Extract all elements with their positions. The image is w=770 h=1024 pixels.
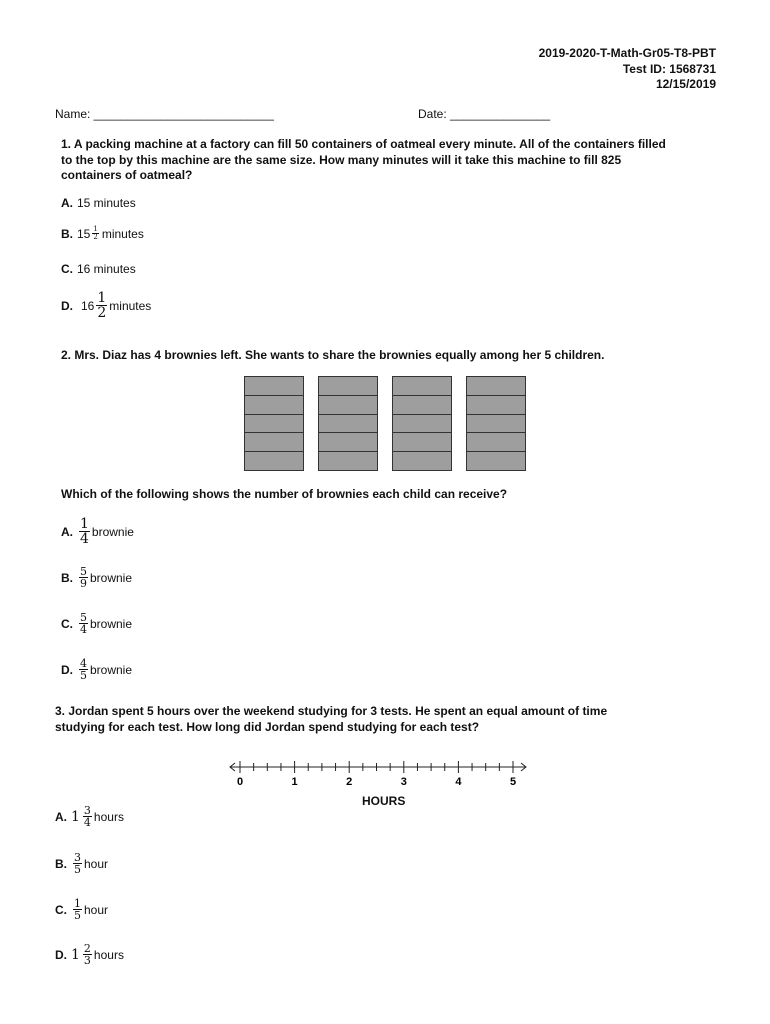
q1-option-a[interactable] [61, 196, 136, 210]
brownies-figure [244, 376, 526, 471]
fraction-denominator: 4 [80, 531, 89, 547]
brownie-piece [245, 415, 303, 434]
q3-option-a[interactable] [55, 805, 124, 828]
fraction-denominator: 2 [93, 233, 98, 241]
brownie-piece [467, 452, 525, 470]
fraction-numerator: 3 [83, 804, 91, 817]
option-unit: brownie [90, 570, 133, 585]
q3-line: 3. Jordan spent 5 hours over the weekend studying for 3 tests. He spent an equal amount of time [55, 704, 608, 718]
fraction [83, 943, 92, 966]
test-header [539, 46, 716, 93]
test-code: 2019-2020-T-Math-Gr05-T8-PBT [538, 46, 716, 60]
fraction [73, 898, 82, 921]
brownie-piece [245, 452, 303, 470]
brownie-piece [319, 377, 377, 396]
q1-line: to the top by this machine are the same size. How many minutes will it take this machine to fill 825 [61, 152, 622, 167]
fraction-denominator: 5 [74, 909, 81, 922]
fraction [79, 612, 88, 635]
option-letter: C. [61, 262, 73, 276]
option-whole: 1 [71, 808, 80, 825]
option-whole: 1 [71, 946, 80, 963]
fraction-denominator: 4 [83, 816, 91, 829]
date-field: Date: _______________ [418, 107, 551, 121]
brownie-piece [319, 415, 377, 434]
option-letter: D. [55, 947, 67, 962]
fraction-numerator: 1 [93, 225, 98, 233]
q1-option-c[interactable] [61, 262, 136, 276]
brownie-piece [393, 415, 451, 434]
option-unit: brownie [90, 616, 133, 631]
option-letter: B. [61, 570, 73, 585]
brownie [392, 376, 452, 471]
fraction-numerator: 4 [80, 657, 87, 670]
brownie-piece [393, 377, 451, 396]
option-unit: brownie [91, 524, 134, 539]
option-letter: D. [61, 662, 73, 677]
brownie-piece [319, 433, 377, 452]
option-whole: 16 [81, 298, 95, 313]
option-unit: hour [84, 856, 109, 871]
fraction-numerator: 3 [74, 851, 81, 864]
number-line-labels [237, 776, 516, 788]
brownie [244, 376, 304, 471]
brownie-piece [393, 452, 451, 470]
option-letter: B. [61, 226, 73, 241]
q1-option-b[interactable] [61, 226, 144, 241]
fraction-denominator: 5 [80, 669, 87, 682]
brownie-piece [245, 396, 303, 415]
test-id: Test ID: 1568731 [622, 61, 716, 76]
option-unit: brownie [90, 662, 133, 677]
option-unit: hours [93, 947, 124, 962]
option-letter: B. [55, 856, 67, 871]
q1-line: 1. A packing machine at a factory can fill 50 containers of oatmeal every minute. All of the containers filled [61, 137, 666, 151]
fraction [92, 226, 98, 241]
brownie-piece [319, 452, 377, 470]
fraction [83, 805, 92, 828]
option-unit: minutes [101, 226, 144, 241]
brownie-piece [393, 396, 451, 415]
q3-option-c[interactable] [55, 898, 108, 921]
q2-option-c[interactable] [61, 612, 132, 635]
name-field: Name: ___________________________ [55, 107, 274, 121]
option-text: 15 minutes [77, 196, 136, 210]
brownie-piece [245, 377, 303, 396]
brownie-piece [467, 433, 525, 452]
number-line-tick-label: 2 [346, 776, 353, 788]
q2-option-b[interactable] [61, 566, 132, 589]
test-date: 12/15/2019 [655, 77, 716, 91]
fraction [79, 517, 90, 546]
option-letter: D. [61, 298, 73, 313]
option-text: 16 minutes [77, 262, 136, 276]
q3-option-b[interactable] [55, 852, 108, 875]
question-2-prompt: Which of the following shows the number of brownies each child can receive? [61, 487, 508, 501]
option-unit: hour [84, 902, 109, 917]
q2-option-d[interactable] [61, 658, 132, 681]
fraction-numerator: 5 [80, 565, 87, 578]
fraction-denominator: 9 [80, 577, 87, 590]
fraction-numerator: 2 [83, 942, 91, 955]
option-unit: hours [93, 809, 124, 824]
fraction [96, 291, 107, 320]
brownie [318, 376, 378, 471]
brownie [466, 376, 526, 471]
brownie-piece [393, 433, 451, 452]
number-line-tick-label: 3 [400, 776, 407, 788]
number-line [226, 755, 530, 791]
option-letter: A. [61, 196, 73, 210]
question-2-text: 2. Mrs. Diaz has 4 brownies left. She wants to share the brownies equally among her 5 children. [61, 348, 605, 362]
option-letter: A. [55, 809, 67, 824]
fraction-numerator: 1 [74, 897, 81, 910]
q3-option-d[interactable] [55, 943, 124, 966]
brownie-piece [467, 415, 525, 434]
brownie-piece [467, 396, 525, 415]
number-line-tick-label: 5 [509, 776, 517, 788]
fraction-denominator: 3 [83, 954, 91, 967]
number-line-ticks [240, 761, 513, 773]
option-letter: C. [55, 902, 67, 917]
option-letter: C. [61, 616, 73, 631]
option-unit: minutes [109, 298, 152, 313]
option-letter: A. [61, 524, 73, 539]
question-1-text [61, 137, 666, 184]
q3-line: studying for each test. How long did Jordan spend studying for each test? [55, 719, 480, 734]
number-line-axis-label: HOURS [362, 794, 406, 808]
brownie-piece [467, 377, 525, 396]
fraction [79, 566, 88, 589]
question-3-text [55, 704, 607, 735]
fraction-numerator: 1 [80, 516, 89, 532]
brownie-piece [245, 433, 303, 452]
fraction-denominator: 5 [74, 863, 81, 876]
fraction-denominator: 4 [80, 623, 87, 636]
fraction-numerator: 1 [97, 290, 107, 306]
number-line-tick-label: 4 [455, 776, 462, 788]
fraction-numerator: 5 [80, 611, 87, 624]
fraction [79, 658, 88, 681]
number-line-tick-label: 1 [291, 776, 298, 788]
fraction-denominator: 2 [97, 305, 107, 321]
q2-option-a[interactable] [61, 517, 134, 546]
q1-line: containers of oatmeal? [61, 168, 193, 182]
number-line-tick-label: 0 [236, 776, 244, 788]
brownie-piece [319, 396, 377, 415]
option-whole: 15 [77, 226, 91, 241]
q1-option-d[interactable] [61, 291, 151, 320]
fraction [73, 852, 82, 875]
